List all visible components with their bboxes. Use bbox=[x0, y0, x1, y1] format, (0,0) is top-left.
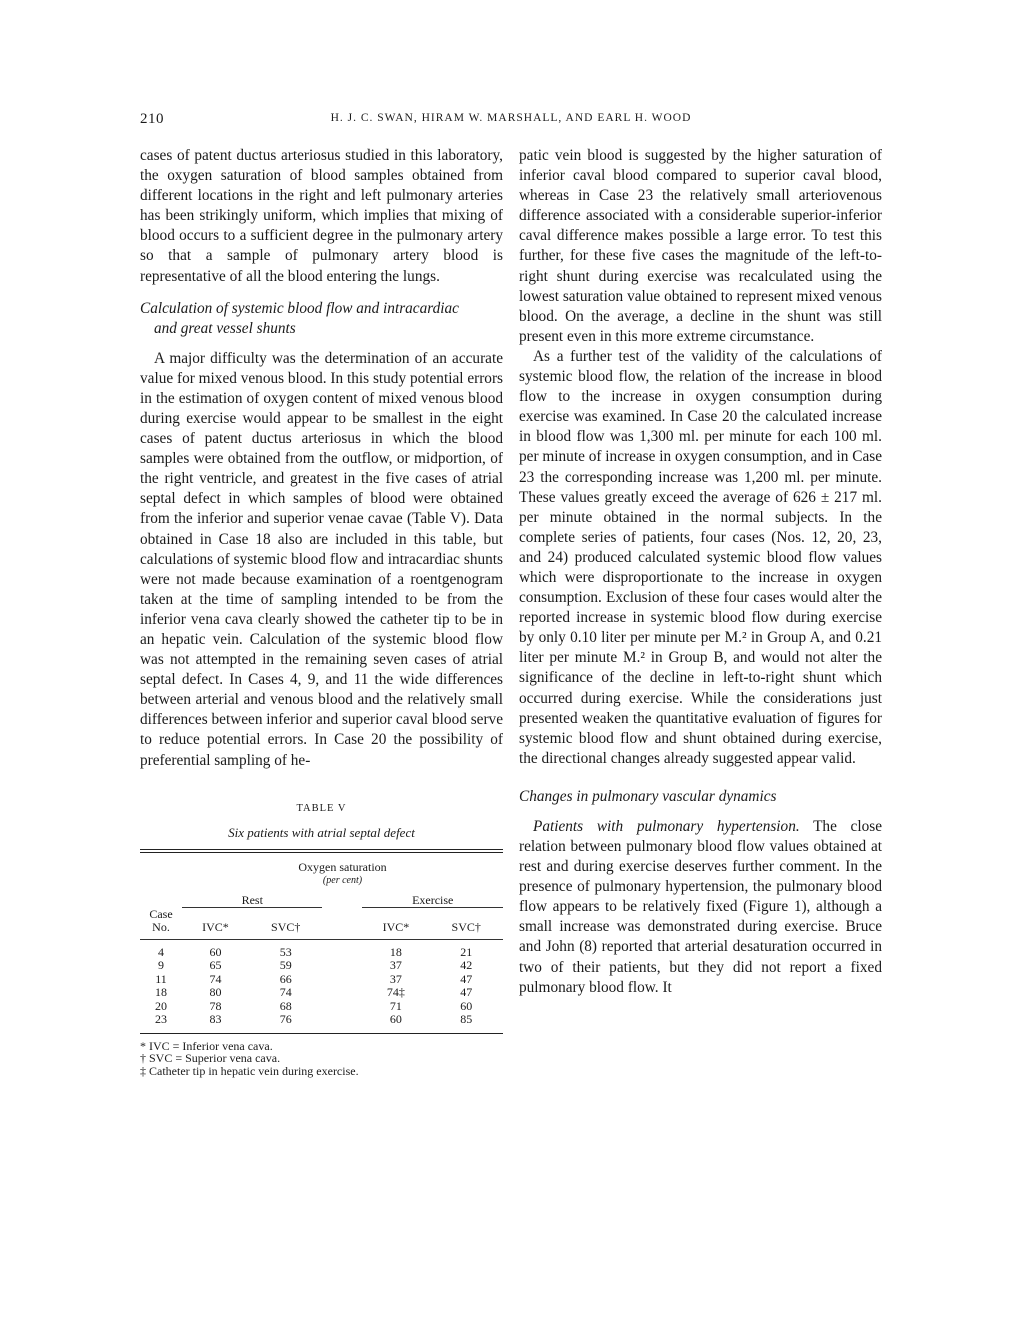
section-heading-line1: Calculation of systemic blood flow and intracardiac bbox=[140, 299, 459, 317]
right-paragraph-3 bbox=[519, 817, 882, 998]
page-number: 210 bbox=[140, 111, 164, 127]
table-row: 20 78 68 71 60 bbox=[155, 998, 473, 1013]
table-exercise-header: Exercise bbox=[362, 888, 503, 908]
table-row: 18 80 74 74‡ 47 bbox=[155, 985, 473, 1000]
table-row: 9 65 59 37 42 bbox=[158, 958, 473, 973]
left-paragraph-2: A major difficulty was the determination of an accurate value for mixed venous blood. In this study potential errors in the estimation of oxygen content of mixed venous blood during exercise would appear to be smallest in the eight cases of patent ductus arteriosus in which the blood samples were obtained from the outflow, or midportion, of the right ventricle, and greatest in the five cases of atrial septal defect in which samples of blood were obtained from the inferior and superior venae cavae (Table V). Data obtained in Case 18 also are included in this table, but calculations of systemic blood flow and intracardiac shunts were not made because examination of a roentgenogram taken at the time of sampling intended to be from the inferior vena cava clearly showed the catheter tip to be in an hepatic vein. Calculation of the systemic blood flow was not attempted in the remaining seven cases of atrial septal defect. In Cases 4, 9, and 11 the wide differences between arterial and venous blood and the relatively small differences between inferior and superior caval blood serve to reduce potential errors. In Case 20 the possibility of preferential sampling of he- bbox=[140, 349, 503, 769]
section-heading-calculation bbox=[140, 299, 503, 339]
table-row: 4 60 53 18 21 bbox=[158, 944, 473, 959]
table-label: TABLE V bbox=[296, 802, 347, 814]
table-col-ex-svc: SVC† bbox=[429, 908, 503, 940]
table-footnotes bbox=[140, 1040, 503, 1078]
subheading-pulmonary-hypertension: Patients with pulmonary hypertension. bbox=[533, 817, 800, 835]
footnote-svc: † SVC = Superior vena cava. bbox=[140, 1051, 281, 1066]
table-bottom-rule bbox=[140, 1033, 503, 1034]
table-case-header: Case No. bbox=[140, 908, 182, 940]
page-header bbox=[140, 111, 882, 131]
table-v bbox=[140, 799, 503, 1078]
footnote-hepatic: ‡ Catheter tip in hepatic vein during exercise. bbox=[140, 1063, 359, 1078]
right-column bbox=[519, 146, 882, 998]
table-row: 23 83 76 60 85 bbox=[155, 1012, 473, 1027]
right-paragraph-3-text: The close relation between pulmonary blood flow values obtained at rest and during exercise deserves further comment. In the presence of pulmonary hypertension, the pulmonary blood flow appears to be relatively fixed (Figure 1), although a small increase was demonstrated during exercise. Bruce and John (8) reported that arterial desaturation occurred in two of their patients, but they did not report a fixed pulmonary blood flow. It bbox=[519, 817, 882, 996]
table-rest-header: Rest bbox=[182, 888, 322, 908]
table-group-unit: (per cent) bbox=[322, 875, 363, 887]
section-heading-pulmonary: Changes in pulmonary vascular dynamics bbox=[519, 787, 777, 805]
left-column bbox=[140, 146, 503, 1077]
table-group-header: Oxygen saturation bbox=[298, 859, 387, 874]
table-col-ex-ivc: IVC* bbox=[362, 908, 429, 940]
table-row: 11 74 66 37 47 bbox=[155, 971, 473, 986]
left-paragraph-1: cases of patent ductus arteriosus studied in this laboratory, the oxygen saturation of blood samples obtained from different locations in the right and left pulmonary arteries has been strikingly uniform, which implies that mixing of blood occurs to a sufficient degree in the pulmonary artery so that a sample of pulmonary artery blood is representative of all the blood entering the lungs. bbox=[140, 147, 503, 285]
table-col-rest-svc: SVC† bbox=[249, 908, 323, 940]
table-body bbox=[140, 853, 503, 1027]
right-paragraph-2: As a further test of the validity of the calculations of systemic blood flow, the relation of the increase in blood flow to the increase in oxygen consumption during exercise was examined. In Case 20 the calculated increase in blood flow was 1,300 ml. per minute for each 100 ml. per minute of increase in oxygen consumption, and in Case 23 the corresponding increase was 1,200 ml. per minute. These values greatly exceed the average of 626 ± 217 ml. per minute obtained in the normal subjects. In the complete series of patients, four cases (Nos. 12, 20, 23, and 24) produced calculated systemic blood flow values which were disproportionate to the increase in oxygen consumption. Exclusion of these four cases would alter the reported increase in systemic blood flow during exercise by only 0.10 liter per minute per M.² in Group A, and 0.21 liter per minute M.² in Group B, and would not alter the significance of the decline in left-to-right shunt which occurred during exercise. While the considerations just presented weaken the quantitative evaluation of figures for systemic blood flow and shunt obtained during exercise, the directional changes already suggested appear valid. bbox=[519, 347, 882, 767]
table-title: Six patients with atrial septal defect bbox=[228, 824, 415, 840]
running-head: H. J. C. SWAN, HIRAM W. MARSHALL, AND EARL H. WOOD bbox=[330, 112, 692, 124]
section-heading-line2: and great vessel shunts bbox=[154, 319, 296, 337]
table-col-rest-ivc: IVC* bbox=[182, 908, 249, 940]
footnote-ivc: * IVC = Inferior vena cava. bbox=[140, 1038, 273, 1053]
right-paragraph-1: patic vein blood is suggested by the higher saturation of inferior caval blood compared to superior caval blood, whereas in Case 23 the relatively small arteriovenous difference associated with a considerable superior-inferior caval difference makes possible a large error. To test this further, for these five cases the magnitude of the left-to-right shunt during exercise was recalculated using the lowest saturation value obtained to represent mixed venous blood. On the average, a decline in the shunt was still present even in this more extreme circumstance. bbox=[519, 147, 882, 345]
